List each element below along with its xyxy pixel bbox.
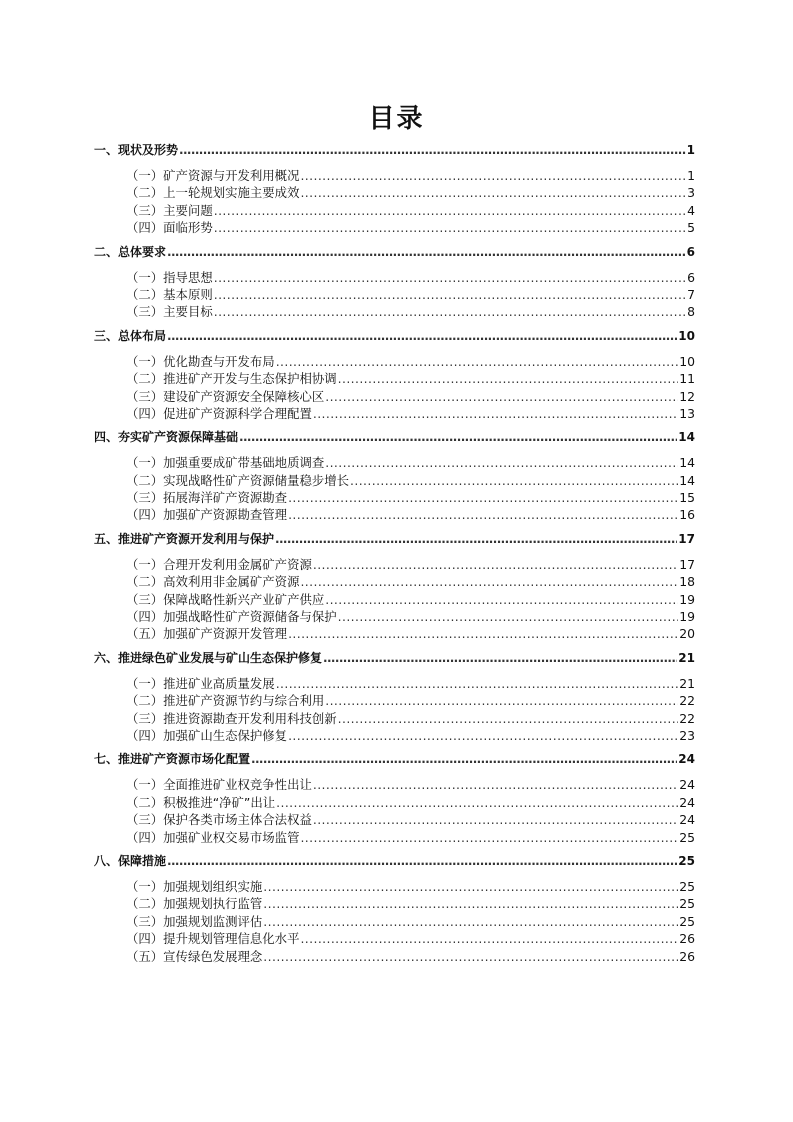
toc-heading-label: 一、现状及形势 — [94, 143, 179, 157]
toc-entry[interactable] — [94, 726, 695, 743]
toc-heading-page: 6 — [686, 244, 695, 259]
toc-entry-page: 20 — [679, 626, 695, 642]
toc-leader-dots — [214, 270, 686, 285]
toc-heading[interactable] — [94, 530, 695, 549]
toc-section — [94, 649, 695, 744]
toc-entry-page: 25 — [679, 878, 695, 894]
toc-entry-label: （三）建设矿产资源安全保障核心区 — [126, 388, 325, 404]
toc-entry-label: （四）提升规划管理信息化水平 — [126, 931, 300, 947]
toc-leader-dots — [214, 287, 686, 302]
toc-entry-page: 22 — [679, 710, 695, 726]
toc-leader-dots — [325, 592, 678, 607]
toc-entry-page: 22 — [679, 693, 695, 709]
toc-leader-dots — [350, 473, 678, 488]
toc-entry[interactable] — [94, 793, 695, 810]
toc-entry[interactable] — [94, 505, 695, 522]
toc-heading-page: 21 — [678, 650, 695, 665]
toc-entry-page: 16 — [679, 507, 695, 523]
toc-entry[interactable] — [94, 218, 695, 235]
toc-entry-label: （二）加强规划执行监管 — [126, 896, 263, 912]
toc-heading-label: 七、推进矿产资源市场化配置 — [94, 752, 251, 767]
toc-leader-dots — [167, 854, 677, 868]
toc-entry-page: 23 — [679, 727, 695, 743]
toc-heading-page: 1 — [686, 143, 695, 157]
toc-entry-page: 14 — [679, 472, 695, 488]
toc-leader-dots — [325, 455, 678, 470]
toc-entry-page: 21 — [679, 675, 695, 691]
toc-heading-page: 17 — [678, 531, 695, 546]
toc-leader-dots — [300, 185, 686, 200]
toc-entry[interactable] — [94, 929, 695, 946]
toc-section — [94, 243, 695, 320]
toc-leader-dots — [214, 220, 686, 235]
toc-entry[interactable] — [94, 877, 695, 894]
toc-entry-page: 11 — [679, 371, 695, 387]
toc-heading-page: 25 — [678, 853, 695, 868]
toc-entry-label: （二）高效利用非金属矿产资源 — [126, 574, 300, 590]
toc-heading-page: 10 — [678, 328, 695, 343]
toc-heading-label: 八、保障措施 — [94, 853, 167, 868]
toc-entry[interactable] — [94, 369, 695, 386]
toc-leader-dots — [214, 304, 686, 319]
toc-entry-page: 3 — [687, 185, 695, 201]
toc-leader-dots — [251, 752, 677, 766]
toc-heading[interactable] — [94, 649, 695, 668]
toc-entry[interactable] — [94, 674, 695, 691]
toc-entry[interactable] — [94, 624, 695, 641]
toc-entry-label: （一）全面推进矿业权竞争性出让 — [126, 777, 312, 793]
toc-leader-dots — [325, 389, 678, 404]
toc-entry-page: 26 — [679, 948, 695, 964]
toc-section — [94, 327, 695, 422]
toc-entry-label: （三）拓展海洋矿产资源勘查 — [126, 490, 288, 506]
toc-entry-page: 25 — [679, 913, 695, 929]
toc-heading[interactable] — [94, 428, 695, 447]
toc-leader-dots — [276, 795, 678, 810]
toc-leader-dots — [288, 626, 678, 641]
toc-entry-label: （一）矿产资源与开发利用概况 — [126, 168, 300, 183]
toc-leader-dots — [275, 532, 677, 546]
toc-entry-label: （三）加强规划监测评估 — [126, 913, 263, 929]
toc-entry[interactable] — [94, 912, 695, 929]
toc-entry-page: 12 — [679, 388, 695, 404]
toc-leader-dots — [288, 507, 678, 522]
toc-entry[interactable] — [94, 201, 695, 218]
toc-leader-dots — [313, 557, 678, 572]
toc-entry[interactable] — [94, 268, 695, 285]
toc-entry[interactable] — [94, 828, 695, 845]
toc-section — [94, 141, 695, 236]
toc-entry-label: （四）加强战略性矿产资源储备与保护 — [126, 609, 337, 625]
toc-entry-label: （三）推进资源勘查开发利用科技创新 — [126, 710, 337, 726]
toc-heading[interactable] — [94, 243, 695, 262]
toc-heading[interactable] — [94, 327, 695, 346]
toc-leader-dots — [239, 430, 677, 444]
toc-leader-dots — [325, 693, 678, 708]
toc-heading-label: 三、总体布局 — [94, 328, 167, 343]
toc-entry-label: （四）加强矿产资源勘查管理 — [126, 507, 288, 523]
toc-leader-dots — [167, 329, 677, 343]
toc-heading-page: 24 — [678, 752, 695, 767]
toc-entry[interactable] — [94, 775, 695, 792]
page-title: 目录 — [368, 104, 425, 134]
toc-leader-dots — [276, 676, 679, 691]
toc-entry[interactable] — [94, 453, 695, 470]
toc-entry[interactable] — [94, 810, 695, 827]
toc-heading-label: 五、推进矿产资源开发利用与保护 — [94, 531, 275, 546]
toc-heading-label: 二、总体要求 — [94, 244, 167, 259]
toc-heading-label: 四、夯实矿产资源保障基础 — [94, 430, 239, 445]
toc-leader-dots — [338, 371, 679, 386]
toc-entry-page: 15 — [679, 490, 695, 506]
toc-entry-page: 7 — [687, 286, 695, 302]
toc-entry-page: 17 — [679, 556, 695, 572]
toc-entry-label: （二）积极推进“净矿”出让 — [126, 794, 276, 810]
toc-heading[interactable] — [94, 141, 695, 160]
toc-leader-dots — [300, 168, 686, 183]
toc-heading[interactable] — [94, 750, 695, 769]
toc-entry[interactable] — [94, 285, 695, 302]
toc-entry-page: 4 — [687, 202, 695, 218]
toc-leader-dots — [263, 914, 678, 929]
toc-entry-label: （二）推进矿产开发与生态保护相协调 — [126, 371, 337, 387]
toc-entry-label: （四）面临形势 — [126, 220, 213, 236]
toc-entry-label: （四）加强矿业权交易市场监管 — [126, 829, 300, 845]
toc-entry[interactable] — [94, 607, 695, 624]
toc-entry[interactable] — [94, 572, 695, 589]
toc-entry[interactable] — [94, 488, 695, 505]
toc-leader-dots — [263, 879, 678, 894]
toc-entry-label: （一）合理开发利用金属矿产资源 — [126, 556, 312, 572]
toc-entry[interactable] — [94, 183, 695, 200]
toc-leader-dots — [263, 896, 678, 911]
toc-section — [94, 750, 695, 845]
toc-section — [94, 530, 695, 642]
toc-entry-label: （五）加强矿产资源开发管理 — [126, 626, 288, 642]
toc-entry-page: 24 — [679, 777, 695, 793]
toc-heading[interactable] — [94, 852, 695, 871]
toc-entry[interactable] — [94, 555, 695, 572]
toc-leader-dots — [313, 406, 678, 421]
toc-entry[interactable] — [94, 590, 695, 607]
toc-leader-dots — [313, 777, 678, 792]
toc-entry-page: 25 — [679, 896, 695, 912]
toc-leader-dots — [288, 728, 678, 743]
toc-entry-page: 14 — [679, 455, 695, 471]
toc-entry-label: （三）保障战略性新兴产业矿产供应 — [126, 591, 325, 607]
toc-leader-dots — [338, 609, 679, 624]
toc-section — [94, 852, 695, 964]
toc-leader-dots — [300, 931, 678, 946]
toc-entry[interactable] — [94, 302, 695, 319]
toc-entry-page: 10 — [679, 353, 695, 369]
toc-leader-dots — [288, 490, 678, 505]
toc-entry-page: 18 — [679, 574, 695, 590]
toc-entry-page: 26 — [679, 931, 695, 947]
toc-section — [94, 428, 695, 523]
toc-entry-label: （三）主要问题 — [126, 202, 213, 218]
toc-leader-dots — [338, 711, 679, 726]
toc-entry-page: 1 — [687, 168, 695, 183]
toc-entry[interactable] — [94, 894, 695, 911]
toc-entry-label: （一）推进矿业高质量发展 — [126, 675, 275, 691]
toc-leader-dots — [300, 574, 678, 589]
toc-leader-dots — [300, 830, 678, 845]
toc-entry-page: 5 — [687, 220, 695, 236]
toc-entry-label: （二）实现战略性矿产资源储量稳步增长 — [126, 472, 350, 488]
toc-entry-label: （二）上一轮规划实施主要成效 — [126, 185, 300, 201]
toc-entry-page: 13 — [679, 405, 695, 421]
toc-entry-label: （一）优化勘查与开发布局 — [126, 353, 275, 369]
toc-leader-dots — [179, 143, 686, 157]
toc-entry-page: 24 — [679, 812, 695, 828]
toc-entry-label: （四）促进矿产资源科学合理配置 — [126, 405, 312, 421]
toc-leader-dots — [313, 812, 678, 827]
toc-entry-label: （二）推进矿产资源节约与综合利用 — [126, 693, 325, 709]
toc-entry[interactable] — [94, 709, 695, 726]
toc-entry[interactable] — [94, 691, 695, 708]
toc-entry-label: （五）宣传绿色发展理念 — [126, 948, 263, 964]
toc-entry-label: （四）加强矿山生态保护修复 — [126, 727, 288, 743]
toc-entry-label: （三）保护各类市场主体合法权益 — [126, 812, 312, 828]
toc-leader-dots — [167, 245, 686, 259]
toc-entry-page: 19 — [679, 591, 695, 607]
table-of-contents — [94, 141, 695, 964]
toc-leader-dots — [276, 354, 679, 369]
toc-entry-page: 24 — [679, 794, 695, 810]
toc-entry-label: （二）基本原则 — [126, 286, 213, 302]
toc-entry-page: 8 — [687, 304, 695, 320]
toc-entry-label: （一）加强重要成矿带基础地质调查 — [126, 455, 325, 471]
toc-leader-dots — [323, 651, 677, 665]
toc-entry-page: 19 — [679, 609, 695, 625]
toc-entry-label: （三）主要目标 — [126, 304, 213, 320]
toc-entry[interactable] — [94, 947, 695, 964]
toc-leader-dots — [214, 203, 686, 218]
toc-entry-page: 25 — [679, 829, 695, 845]
toc-heading-label: 六、推进绿色矿业发展与矿山生态保护修复 — [94, 650, 323, 665]
toc-entry[interactable] — [94, 352, 695, 369]
toc-entry[interactable] — [94, 404, 695, 421]
toc-entry[interactable] — [94, 166, 695, 183]
toc-entry-label: （一）指导思想 — [126, 269, 213, 285]
toc-leader-dots — [263, 949, 678, 964]
toc-entry[interactable] — [94, 471, 695, 488]
toc-entry-label: （一）加强规划组织实施 — [126, 878, 263, 894]
toc-heading-page: 14 — [678, 430, 695, 445]
toc-entry-page: 6 — [687, 269, 695, 285]
toc-entry[interactable] — [94, 387, 695, 404]
